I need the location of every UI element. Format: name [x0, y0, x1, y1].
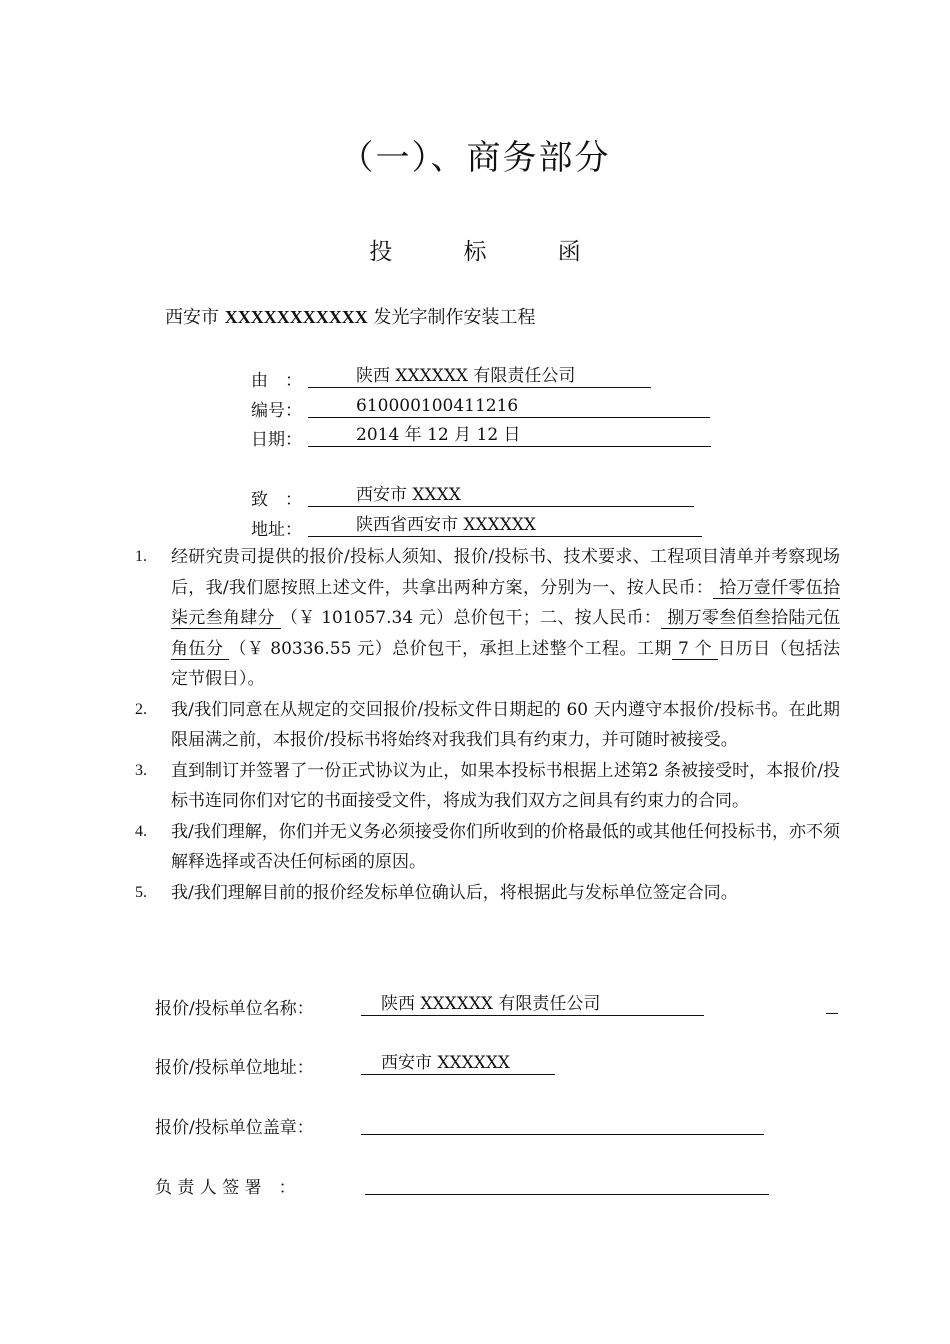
responsible-person-line	[365, 1173, 769, 1195]
clause-number: 3.	[135, 761, 147, 779]
from-value: 陕西 XXXXXX 有限责任公司	[308, 366, 651, 388]
project-prefix: 西安市	[165, 307, 225, 328]
from-label: 由 ：	[251, 371, 302, 391]
clause-text: 经研究贵司提供的报价/投标人须知、报价/投标书、技术要求、工程项目清单并考察现场后，我/我们愿按照上述文件，共拿出两种方案，分别为一、按人民币：	[171, 547, 840, 598]
construction-period: 7 个	[672, 639, 718, 660]
clause-item	[135, 695, 840, 756]
bidder-seal-label: 报价/投标单位盖章：	[155, 1118, 314, 1138]
to-label: 致 ：	[251, 490, 302, 510]
clause-number: 1.	[135, 548, 147, 565]
bidder-seal-line	[361, 1113, 764, 1135]
clause-text: 直到制订并签署了一份正式协议为止，如果本投标书根据上述第2 条被接受时，本报价/投标书连同你们对它的书面接受文件，将成为我们双方之间具有约束力的合同。	[171, 760, 840, 811]
bidder-address-label: 报价/投标单位地址：	[155, 1058, 314, 1078]
amount-option-1: 拾万壹仟零伍拾柒元叁角肆分	[171, 577, 840, 628]
bidder-address-value: 西安市 XXXXXX	[361, 1053, 555, 1075]
clause-number: 4.	[135, 822, 147, 840]
clause-text: 日历日（包括法定节假日）。	[171, 638, 841, 689]
bidder-name-value: 陕西 XXXXXX 有限责任公司	[361, 994, 704, 1016]
address-label: 地址：	[251, 520, 302, 540]
address-value: 陕西省西安市 XXXXXX	[308, 515, 702, 537]
clause-text: （￥ 101057.34 元）总价包干；二、按人民币：	[280, 608, 662, 628]
to-value: 西安市 XXXX	[308, 485, 694, 507]
bidder-name-label: 报价/投标单位名称：	[155, 999, 314, 1019]
clause-number: 5.	[135, 883, 147, 901]
clause-text: 我/我们同意在从规定的交回报价/投标文件日期起的 60 天内遵守本报价/投标书。在此期限届满之前，本报价/投标书将始终对我我们具有约束力，并可随时被接受。	[171, 699, 840, 750]
clause-number: 2.	[135, 700, 147, 718]
document-title: 投 标 函	[369, 239, 613, 265]
clause-text: 我/我们理解目前的报价经发标单位确认后，将根据此与发标单位签定合同。	[171, 882, 738, 903]
responsible-person-label: 负 责 人 签 署 ：	[155, 1178, 296, 1198]
section-title: （一）、商务部分	[339, 138, 611, 178]
project-suffix: 发光字制作安装工程	[367, 307, 536, 328]
clause-item	[135, 756, 840, 817]
amount-option-2: 捌万零叁佰叁拾陆元伍角伍分	[171, 608, 841, 659]
clause-item	[135, 542, 840, 695]
project-code: XXXXXXXXXXX	[224, 307, 368, 327]
project-name	[165, 303, 535, 329]
stray-underline	[826, 1013, 838, 1014]
clause-item	[135, 878, 840, 909]
clause-text: （￥ 80336.55 元）总价包干，承担上述整个工程。工期	[229, 638, 672, 659]
date-value: 2014 年 12 月 12 日	[308, 425, 711, 447]
date-label: 日期：	[251, 430, 302, 450]
number-value: 610000100411216	[308, 396, 710, 418]
number-label: 编号：	[251, 401, 302, 421]
clause-list	[135, 542, 840, 908]
clause-item	[135, 817, 840, 878]
clause-text: 我/我们理解，你们并无义务必须接受你们所收到的价格最低的或其他任何投标书，亦不须解释选择或否决任何标函的原因。	[171, 821, 840, 872]
